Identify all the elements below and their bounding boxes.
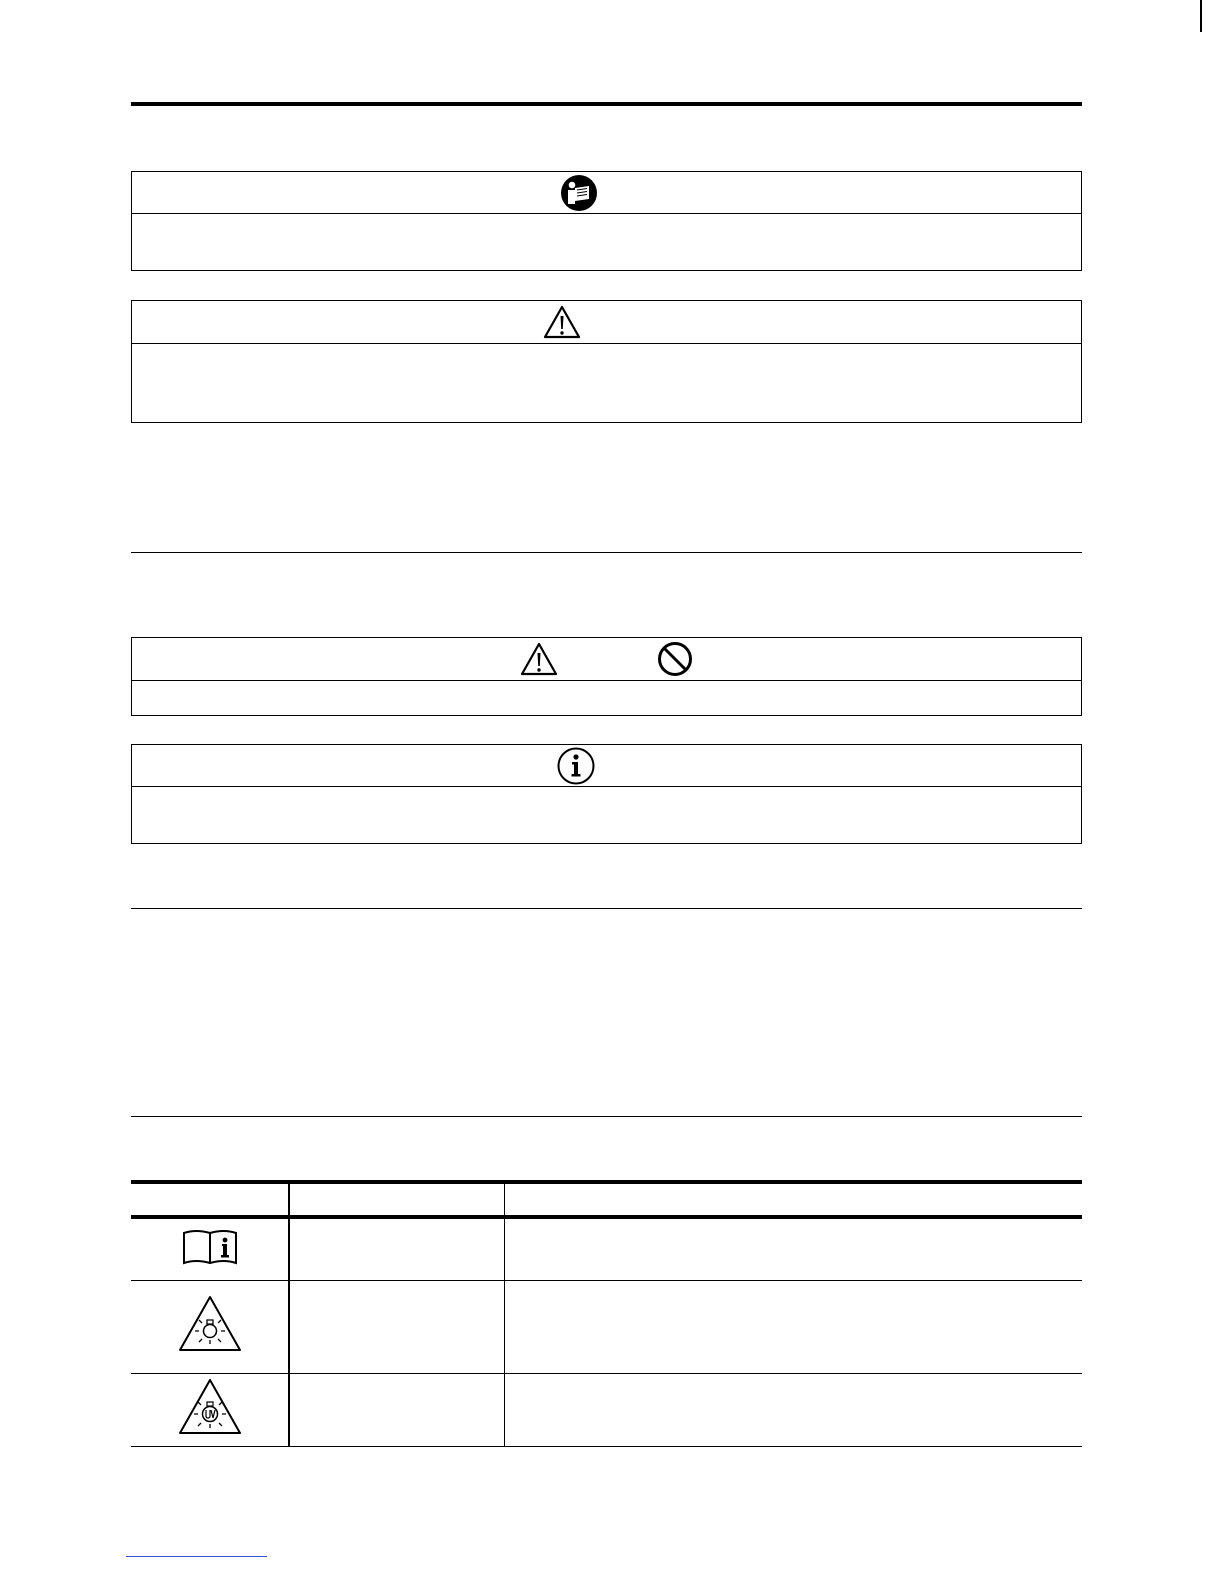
symbol-description (505, 1373, 1083, 1446)
uv-radiation-warning-icon (177, 1424, 243, 1441)
symbol-description (505, 1280, 1083, 1373)
read-manual-notice-body (132, 214, 1081, 270)
instructions-for-use-icon (180, 1254, 240, 1271)
symbol-cell (131, 1280, 289, 1373)
top-rule (131, 102, 1082, 106)
information-notice (131, 744, 1082, 844)
caution-prohibited-notice-header (132, 638, 1081, 681)
symbol-description (505, 1217, 1083, 1280)
symbol-name (289, 1280, 505, 1373)
symbol-cell (131, 1373, 289, 1446)
symbol-table-header (131, 1182, 1082, 1217)
description-column-header (505, 1182, 1083, 1217)
symbol-name (289, 1373, 505, 1446)
symbol-column-header (131, 1182, 289, 1217)
section-divider (131, 1116, 1082, 1117)
information-notice-body (132, 787, 1081, 843)
warning-notice-body (132, 344, 1081, 422)
section-divider (131, 908, 1082, 909)
warning-notice-header (132, 301, 1081, 344)
warning-notice (131, 300, 1082, 423)
table-row (131, 1217, 1082, 1280)
name-column-header (289, 1182, 505, 1217)
optical-radiation-warning-icon (177, 1341, 243, 1358)
read-manual-notice (131, 171, 1082, 271)
warning-triangle-icon (543, 305, 581, 344)
prohibition-icon (657, 641, 693, 682)
symbol-table (131, 1180, 1082, 1447)
caution-prohibited-notice (131, 637, 1082, 716)
table-row (131, 1280, 1082, 1373)
information-notice-header (132, 745, 1081, 787)
page-edge-mark (1200, 0, 1202, 32)
read-manual-notice-header (132, 172, 1081, 214)
symbol-cell (131, 1217, 289, 1280)
symbol-name (289, 1217, 505, 1280)
caution-prohibited-notice-body (132, 681, 1081, 715)
information-icon (557, 747, 595, 790)
warning-triangle-icon (520, 642, 558, 681)
section-divider (131, 552, 1082, 553)
table-row (131, 1373, 1082, 1446)
footer-link-underline[interactable] (126, 1556, 267, 1557)
read-manual-icon (560, 174, 598, 217)
